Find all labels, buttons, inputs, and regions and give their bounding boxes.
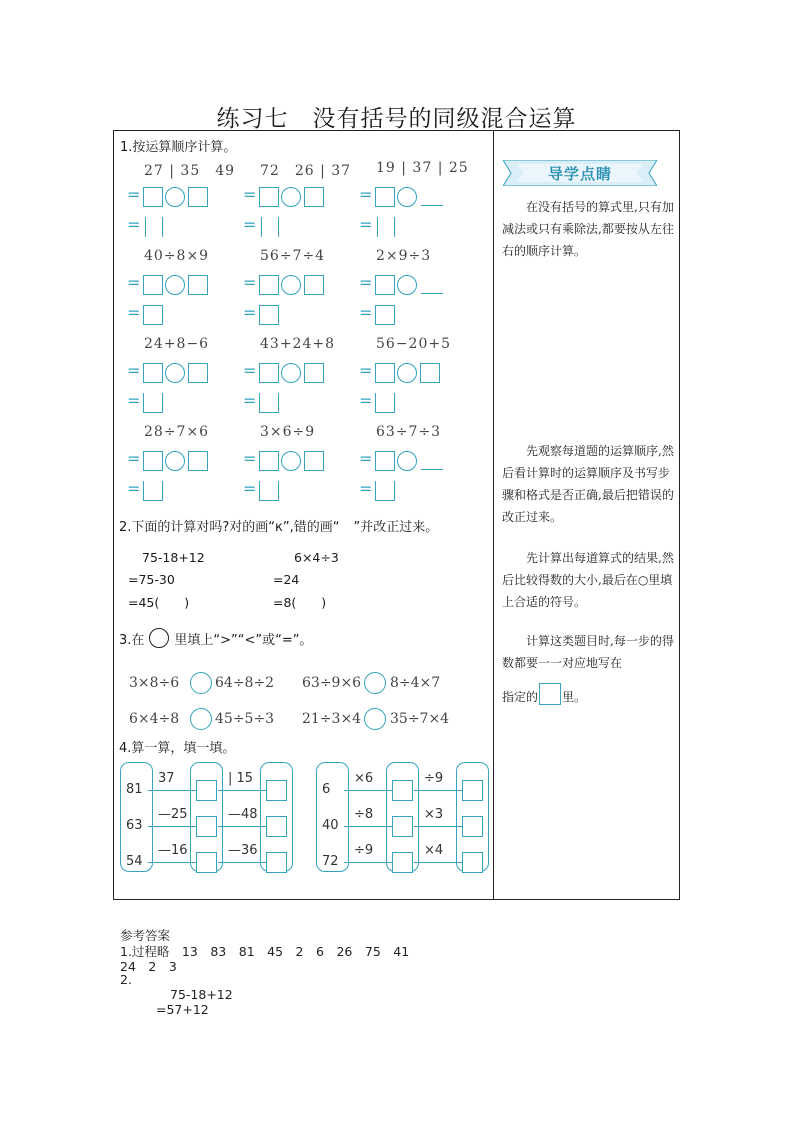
operator-circle[interactable] (281, 187, 301, 207)
section3-title-a: 3.在 (119, 632, 145, 648)
chain-answer-box[interactable] (462, 852, 483, 873)
answer-line[interactable] (394, 217, 395, 237)
equals-sign: = (359, 479, 373, 498)
section3-title-b: 里填上“>”“<”或“=”。 (174, 632, 313, 648)
equals-sign: = (359, 185, 373, 204)
equals-sign: = (127, 273, 141, 292)
answer-box[interactable] (259, 187, 279, 207)
chain-connector (218, 862, 266, 863)
section2-title (119, 516, 438, 535)
sidebar-tip-2: 先观察每道题的运算顺序,然后看计算时的运算顺序及书写步骤和格式是否正确,最后把错误的改正过来。 (502, 444, 674, 524)
chain-connector (148, 790, 196, 791)
equals-sign: = (127, 303, 141, 322)
answer-box[interactable] (143, 451, 163, 471)
sidebar-tip-1: 在没有括号的算式里,只有加减法或只有乘除法,都要按从左往右的顺序计算。 (502, 200, 674, 258)
answers-line-5: =57+12 (156, 1002, 209, 1017)
problem-expression: 3×6÷9 (260, 424, 316, 440)
answer-box[interactable] (375, 451, 395, 471)
equals-sign: = (127, 391, 141, 410)
chain-answer-box[interactable] (196, 816, 217, 837)
section2-right-line1: 6×4÷3 (294, 550, 339, 565)
operator-circle[interactable] (397, 187, 417, 207)
answer-blank[interactable] (421, 205, 443, 206)
chain-connector (414, 862, 462, 863)
compare-right: 45÷5÷3 (215, 711, 275, 727)
section2-left-line3[interactable]: =45( ) (128, 595, 190, 610)
answer-line[interactable] (377, 217, 378, 237)
equals-sign: = (243, 391, 257, 410)
column-divider (493, 130, 494, 900)
chain-connector (218, 790, 266, 791)
answer-bracket[interactable] (143, 393, 163, 413)
compare-left: 63÷9×6 (302, 675, 362, 691)
answers-line-3: 2. (120, 972, 132, 987)
equals-sign: = (359, 273, 373, 292)
chain-connector (148, 862, 196, 863)
step1-operation: —16 (158, 843, 188, 858)
step2-operation: —48 (228, 807, 258, 822)
operator-circle[interactable] (281, 275, 301, 295)
equals-sign: = (243, 479, 257, 498)
answer-box[interactable] (143, 275, 163, 295)
equals-sign: = (359, 303, 373, 322)
page-title: 练习七 没有括号的同级混合运算 (216, 106, 577, 132)
answer-box[interactable] (143, 305, 163, 325)
answer-box[interactable] (259, 363, 279, 383)
answer-box[interactable] (188, 187, 208, 207)
chain-connector (344, 790, 392, 791)
operator-circle[interactable] (165, 187, 185, 207)
equals-sign: = (359, 361, 373, 380)
section2-left-line1: 75-18+12 (142, 550, 205, 565)
answers-line-2: 24 2 3 (120, 959, 177, 974)
equals-sign: = (127, 449, 141, 468)
answer-bracket[interactable] (375, 481, 395, 501)
equals-sign: = (243, 273, 257, 292)
sidebar-tip-4-b: 指定的 (502, 690, 539, 704)
start-number: 6 (322, 782, 331, 797)
chain-connector (414, 826, 462, 827)
step2-operation: ×3 (424, 807, 444, 822)
answer-box[interactable] (259, 305, 279, 325)
problem-expression: 72 26 | 37 (260, 163, 352, 179)
answers-line-1: 1.过程略 13 83 81 45 2 6 26 75 41 (120, 944, 410, 959)
answer-line[interactable] (145, 217, 146, 237)
sidebar-banner-label: 导学点睛 (547, 165, 612, 183)
step1-operation: —25 (158, 807, 188, 822)
answer-blank[interactable] (421, 469, 443, 470)
problem-expression: 27 | 35 49 (144, 163, 236, 179)
start-number: 63 (126, 818, 143, 833)
step1-operation: ÷8 (354, 807, 374, 822)
compare-circle[interactable] (190, 672, 212, 694)
answer-box[interactable] (143, 187, 163, 207)
answer-box[interactable] (304, 363, 324, 383)
answer-box[interactable] (304, 187, 324, 207)
answer-box[interactable] (188, 275, 208, 295)
answer-box[interactable] (304, 275, 324, 295)
chain-answer-box[interactable] (392, 780, 413, 801)
answer-box[interactable] (304, 451, 324, 471)
answer-box[interactable] (259, 451, 279, 471)
step1-operation: ×6 (354, 771, 374, 786)
answer-bracket[interactable] (375, 393, 395, 413)
answer-blank[interactable] (421, 293, 443, 294)
step1-operation: ÷9 (354, 843, 374, 858)
sidebar-tip-4-end (502, 683, 586, 705)
square-icon (539, 683, 561, 705)
section1-title: 1.按运算顺序计算。 (120, 140, 237, 155)
chain-connector (414, 790, 462, 791)
section3-title (119, 628, 313, 648)
chain-answer-box[interactable] (392, 816, 413, 837)
section2-right-line2: =24 (273, 572, 300, 587)
chain-connector (218, 826, 266, 827)
equals-sign: = (243, 449, 257, 468)
answer-box[interactable] (143, 363, 163, 383)
answer-box[interactable] (375, 363, 395, 383)
section2-title-b: ”并改正过来。 (353, 520, 439, 535)
equals-sign: = (243, 303, 257, 322)
answer-bracket[interactable] (143, 481, 163, 501)
answer-line[interactable] (162, 217, 163, 237)
section4-title: 4.算一算，填一填。 (119, 741, 236, 756)
chain-answer-box[interactable] (462, 780, 483, 801)
answer-bracket[interactable] (259, 393, 279, 413)
compare-left: 3×8÷6 (129, 675, 180, 691)
section2-left-line2: =75-30 (128, 572, 175, 587)
start-number: 54 (126, 854, 143, 869)
sidebar-tip-4-c: 里。 (562, 690, 587, 704)
operator-circle[interactable] (281, 451, 301, 471)
compare-right: 8÷4×7 (390, 675, 441, 691)
compare-left: 6×4÷8 (129, 711, 180, 727)
problem-expression: 24+8−6 (144, 336, 210, 352)
operator-circle[interactable] (165, 275, 185, 295)
answer-box[interactable] (420, 363, 440, 383)
step2-operation: —36 (228, 843, 258, 858)
answer-box[interactable] (375, 275, 395, 295)
answer-box[interactable] (375, 187, 395, 207)
equals-sign: = (359, 449, 373, 468)
answer-box[interactable] (188, 363, 208, 383)
chain-answer-box[interactable] (196, 780, 217, 801)
start-number: 72 (322, 854, 339, 869)
equals-sign: = (243, 185, 257, 204)
section2-title-a: 2.下面的计算对吗?对的画“к”,错的画“ (119, 520, 340, 535)
chain-answer-box[interactable] (266, 816, 287, 837)
problem-expression: 19 | 37 | 25 (376, 160, 469, 176)
operator-circle[interactable] (397, 451, 417, 471)
operator-circle[interactable] (397, 363, 417, 383)
equals-sign: = (127, 479, 141, 498)
chain-connector (344, 826, 392, 827)
problem-expression: 28÷7×6 (144, 424, 210, 440)
answer-bracket[interactable] (259, 481, 279, 501)
answer-box[interactable] (259, 275, 279, 295)
step1-operation: 37 (158, 771, 175, 786)
compare-right: 35÷7×4 (390, 711, 450, 727)
compare-left: 21÷3×4 (302, 711, 362, 727)
answers-line-4: 75-18+12 (170, 987, 233, 1002)
answer-box[interactable] (188, 451, 208, 471)
operator-circle[interactable] (165, 451, 185, 471)
chain-answer-box[interactable] (462, 816, 483, 837)
answers-heading: 参考答案 (120, 928, 171, 943)
operator-circle[interactable] (281, 363, 301, 383)
answer-line[interactable] (261, 217, 262, 237)
equals-sign: = (127, 215, 141, 234)
chain-answer-box[interactable] (266, 852, 287, 873)
chain-answer-box[interactable] (266, 780, 287, 801)
chain-answer-box[interactable] (196, 852, 217, 873)
chain-answer-box[interactable] (392, 852, 413, 873)
chain-connector (344, 862, 392, 863)
problem-expression: 56−20+5 (376, 336, 451, 352)
sidebar-tip-3: 先计算出每道算式的结果,然后比较得数的大小,最后在○里填上合适的符号。 (502, 551, 674, 609)
step2-operation: ÷9 (424, 771, 444, 786)
circle-icon (149, 628, 169, 648)
problem-expression: 63÷7÷3 (376, 424, 442, 440)
problem-expression: 43+24+8 (260, 336, 335, 352)
step2-operation: | 15 (228, 771, 254, 786)
equals-sign: = (127, 185, 141, 204)
start-number: 40 (322, 818, 339, 833)
equals-sign: = (359, 391, 373, 410)
operator-circle[interactable] (165, 363, 185, 383)
start-number: 81 (126, 782, 143, 797)
problem-expression: 40÷8×9 (144, 248, 210, 264)
problem-expression: 2×9÷3 (376, 248, 432, 264)
operator-circle[interactable] (397, 275, 417, 295)
step2-operation: ×4 (424, 843, 444, 858)
equals-sign: = (359, 215, 373, 234)
answer-line[interactable] (278, 217, 279, 237)
compare-circle[interactable] (364, 708, 386, 730)
compare-right: 64÷8÷2 (215, 675, 275, 691)
compare-circle[interactable] (190, 708, 212, 730)
chain-connector (148, 826, 196, 827)
equals-sign: = (243, 215, 257, 234)
section2-right-line3[interactable]: =8( ) (273, 595, 327, 610)
equals-sign: = (127, 361, 141, 380)
problem-expression: 56÷7÷4 (260, 248, 326, 264)
compare-circle[interactable] (364, 672, 386, 694)
sidebar-tip-4: 计算这类题目时,每一步的得数都要一一对应地写在 (502, 634, 674, 670)
equals-sign: = (243, 361, 257, 380)
answer-box[interactable] (375, 305, 395, 325)
